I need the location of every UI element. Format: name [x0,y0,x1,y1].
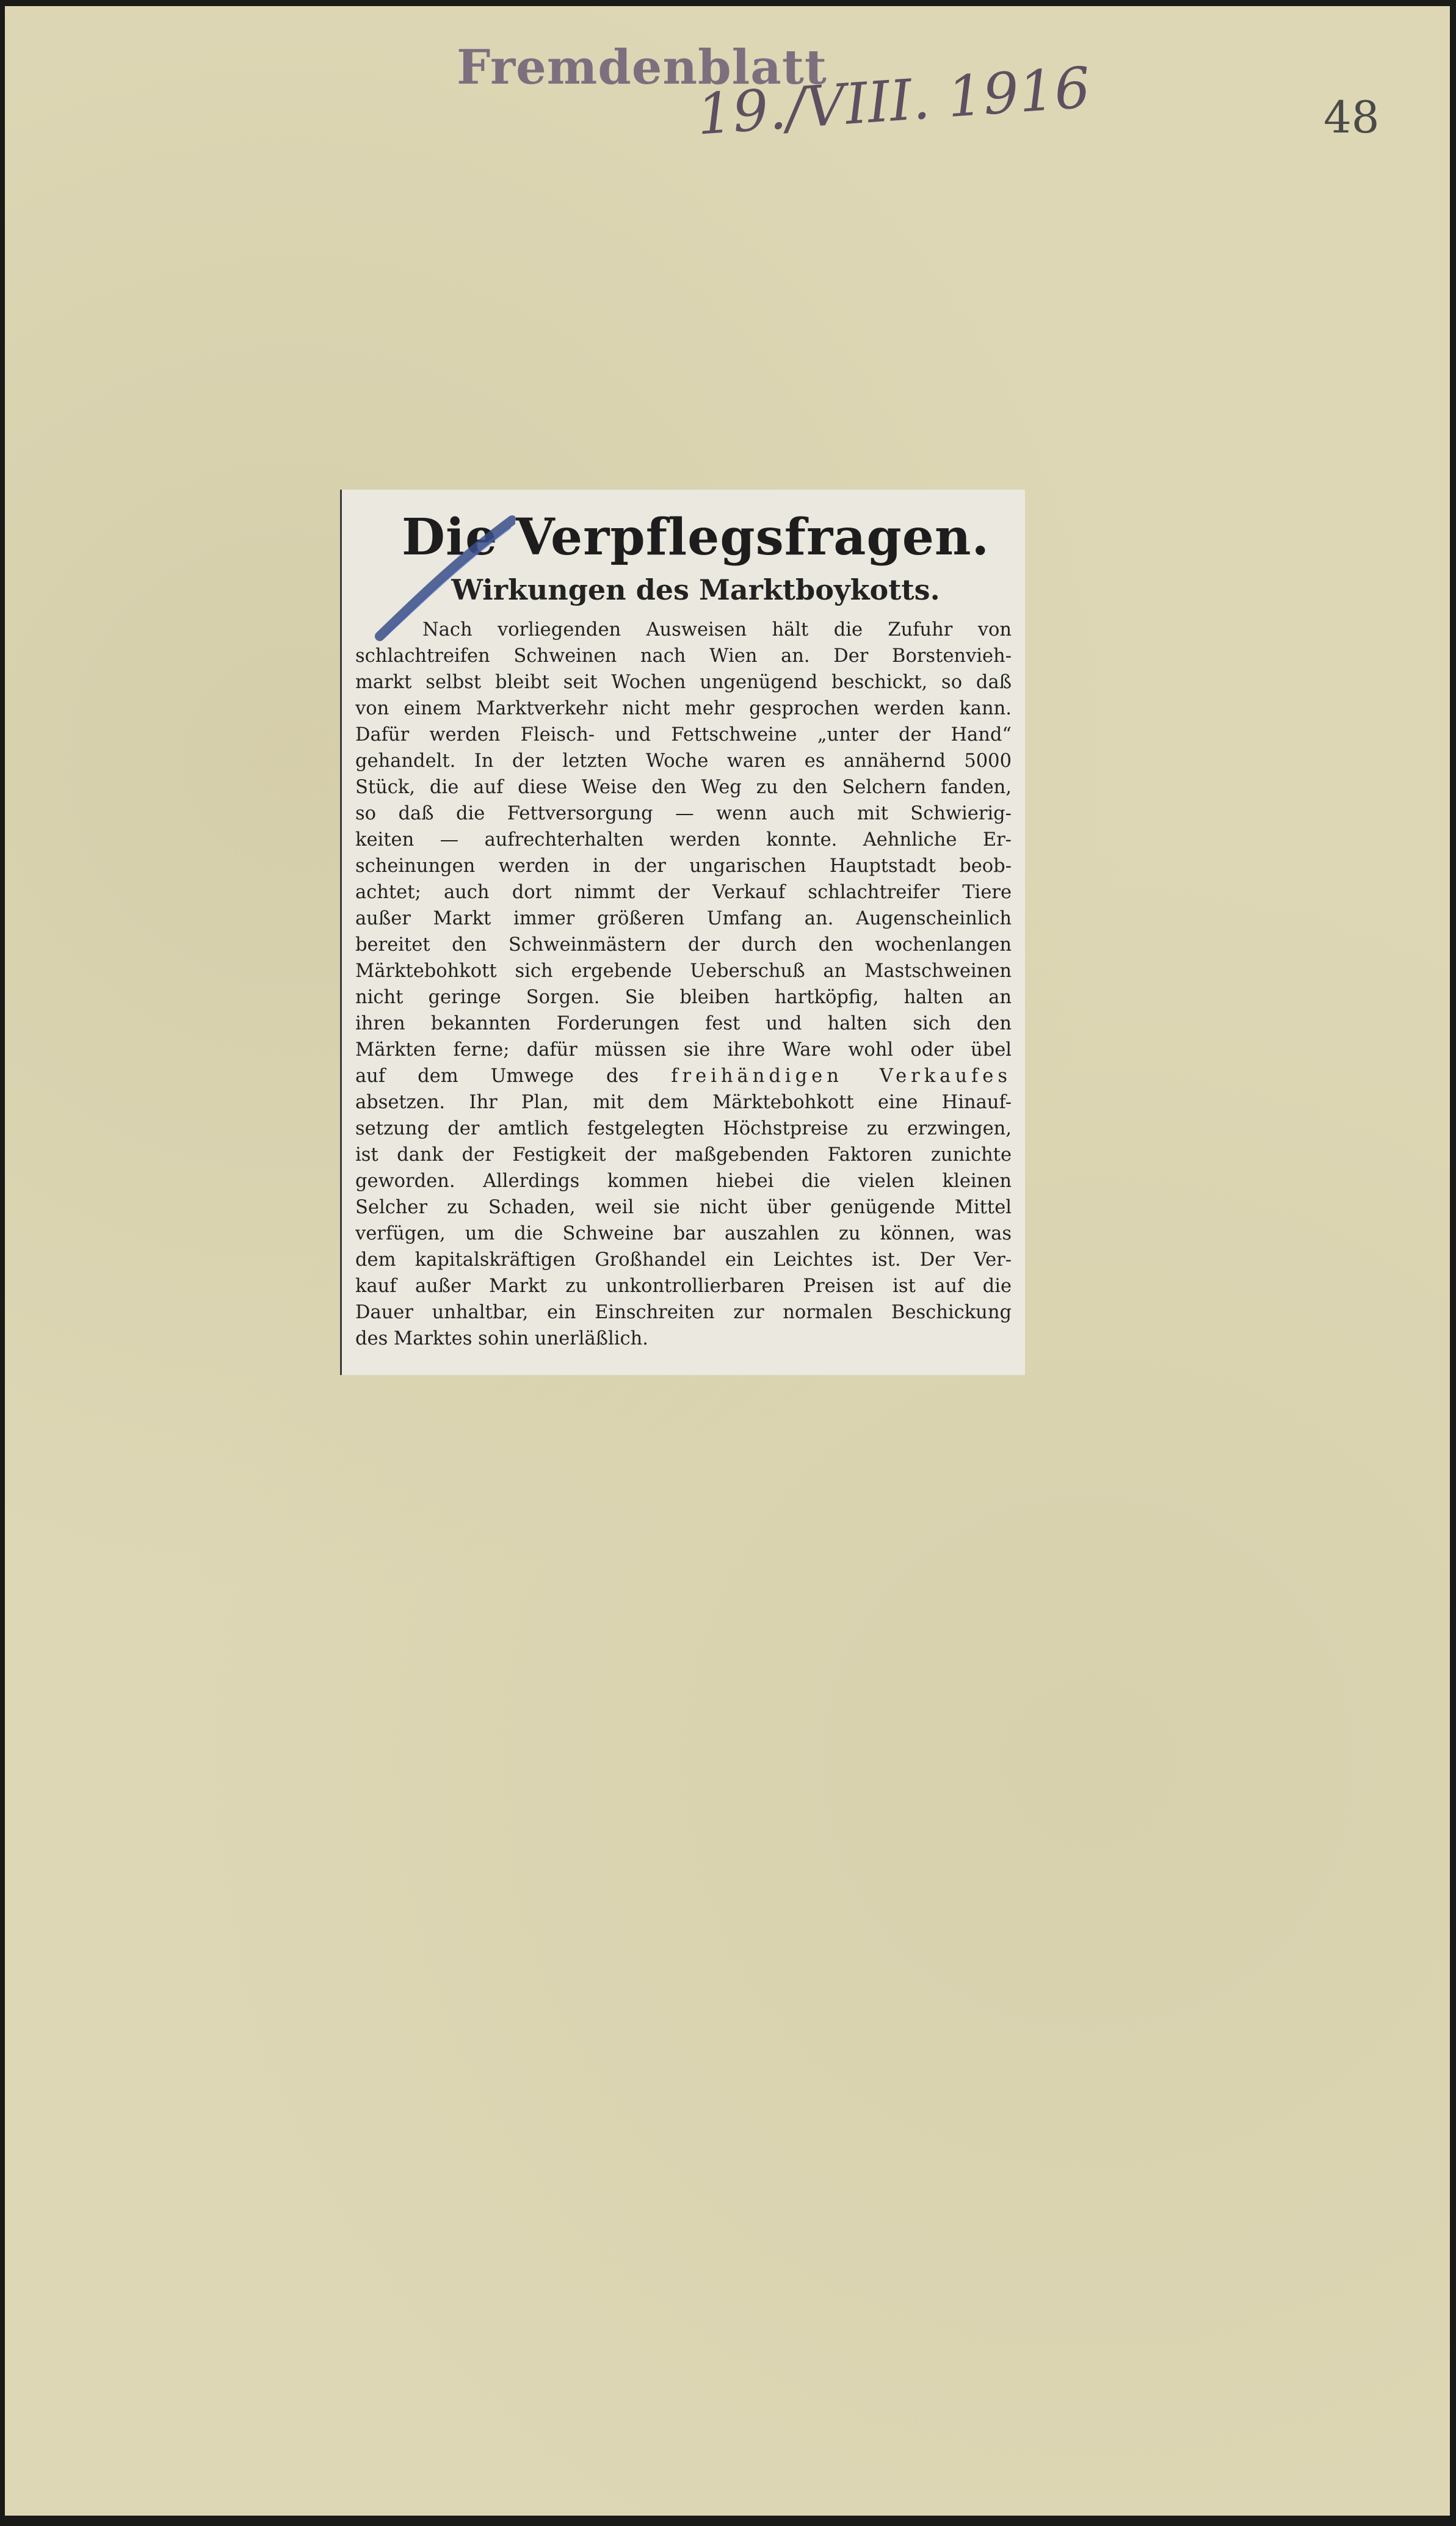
article-headline: Die Verpflegsfragen. [401,508,990,567]
article-line: absetzen. Ihr Plan, mit dem Märktebohkott eine Hinauf- [355,1092,1012,1113]
article-line: achtet; auch dort nimmt der Verkauf schlachtreifer Tiere [355,882,1012,903]
article-line: ist dank der Festigkeit der maßgebenden Faktoren zunichte [355,1144,1012,1166]
article-line: gehandelt. In der letzten Woche waren es annähernd 5000 [355,750,1012,772]
spaced-emphasis: freihändigen Verkaufes [671,1065,1012,1087]
article-line: so daß die Fettversorgung — wenn auch mit Schwierig- [355,803,1012,824]
article-line: markt selbst bleibt seit Wochen ungenügend beschickt, so daß [355,672,1012,693]
article-line: bereitet den Schweinmästern der durch den wochenlangen [355,934,1012,956]
article-line: keiten — aufrechterhalten werden konnte. Aehnliche Er- [355,829,1012,851]
handwritten-date: 19./VIII. 1916 [695,54,1093,148]
article-line: Märkten ferne; dafür müssen sie ihre Ware wohl oder übel [355,1039,1012,1061]
article-line: des Marktes sohin unerläßlich. [355,1328,648,1349]
article-line: Stück, die auf diese Weise den Weg zu den Selchern fanden, [355,777,1012,798]
article-line: nicht geringe Sorgen. Sie bleiben hartköpfig, halten an [355,987,1012,1008]
archive-sheet [5,6,1450,2516]
article-subheadline: Wirkungen des Marktboykotts. [451,573,940,606]
article-line: Märktebohkott sich ergebende Ueberschuß an Mastschweinen [355,960,1012,982]
article-line: kauf außer Markt zu unkontrollierbaren Preisen ist auf die [355,1276,1012,1297]
article-line: Selcher zu Schaden, weil sie nicht über genügende Mittel [355,1197,1012,1218]
article-line: Dauer unhaltbar, ein Einschreiten zur normalen Beschickung [355,1302,1012,1323]
article-line: Nach vorliegenden Ausweisen hält die Zufuhr von [422,619,1012,641]
article-line: setzung der amtlich festgelegten Höchstpreise zu erzwingen, [355,1118,1012,1139]
article-line [355,1063,1012,1089]
page-number: 48 [1324,92,1380,143]
newspaper-stamp: Fremdenblatt [457,40,827,95]
article-body [355,617,1012,1352]
article-line: scheinungen werden in der ungarischen Hauptstadt beob- [355,855,1012,877]
newspaper-clipping [340,490,1025,1375]
article-line: Dafür werden Fleisch- und Fettschweine „unter der Hand“ [355,724,1012,746]
article-line-start: auf dem Umwege des [355,1065,639,1087]
article-line: von einem Marktverkehr nicht mehr gesprochen werden kann. [355,698,1012,719]
article-line: geworden. Allerdings kommen hiebei die vielen kleinen [355,1170,1012,1192]
article-line: schlachtreifen Schweinen nach Wien an. Der Borstenvieh- [355,645,1012,667]
article-line: dem kapitalskräftigen Großhandel ein Leichtes ist. Der Ver- [355,1249,1012,1271]
article-line: verfügen, um die Schweine bar auszahlen zu können, was [355,1223,1012,1244]
article-line: außer Markt immer größeren Umfang an. Augenscheinlich [355,908,1012,929]
article-line: ihren bekannten Forderungen fest und halten sich den [355,1013,1012,1034]
